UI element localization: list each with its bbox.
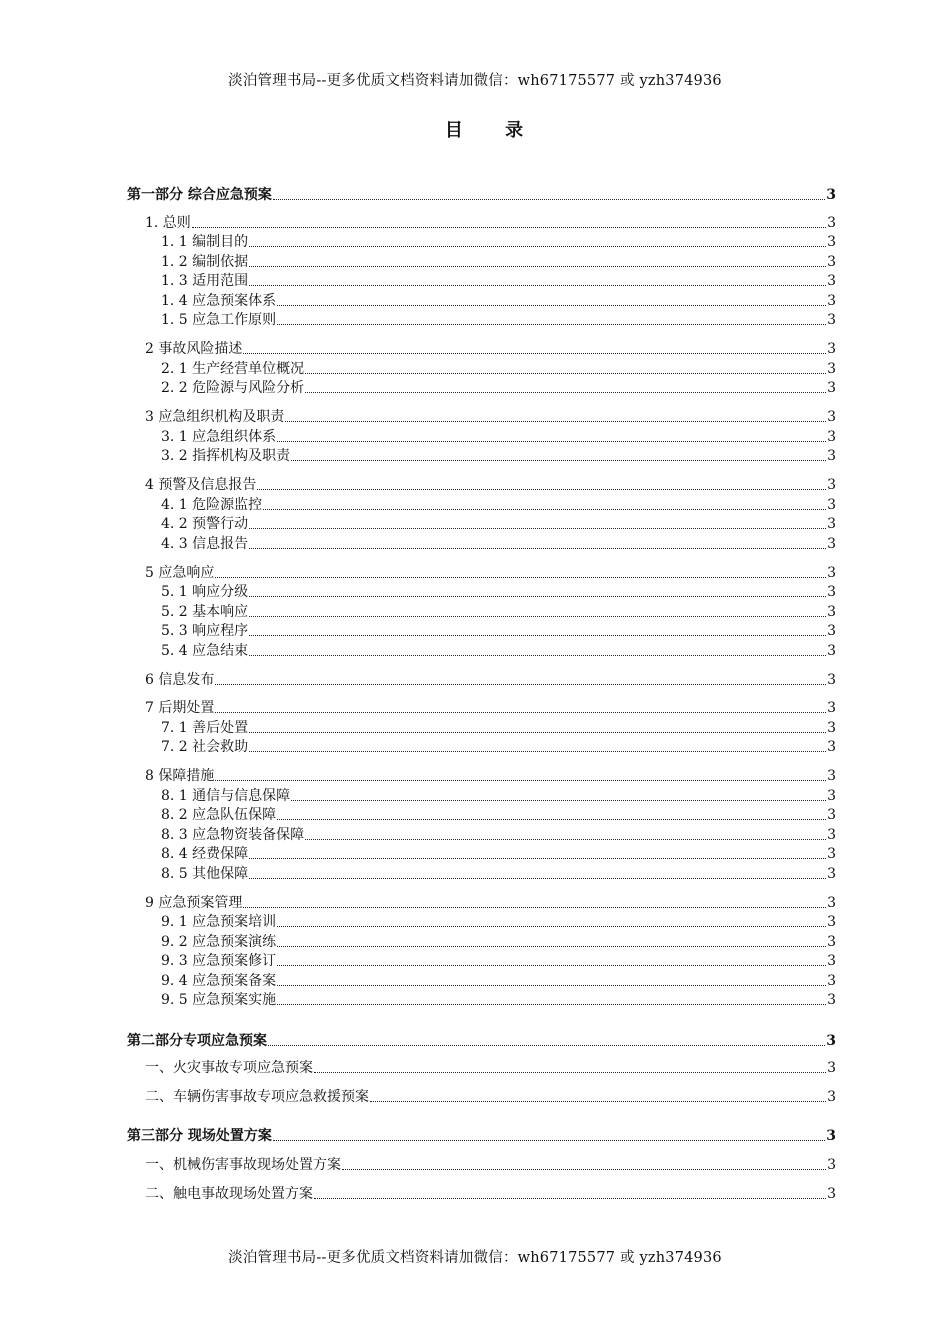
toc-dot-leader [249, 634, 826, 636]
toc-dot-leader [277, 440, 826, 442]
toc-dot-leader [249, 245, 826, 247]
toc-page-number: 3 [827, 604, 836, 620]
toc-entry-text: 1. 5 应急工作原则 [161, 312, 277, 328]
toc-subsection-entry[interactable] [0, 736, 836, 756]
page-footer: 淡泊管理书局--更多优质文档资料请加微信：wh67175577 或 yzh374936 [228, 1250, 722, 1266]
toc-page-number: 3 [826, 1033, 836, 1049]
toc-entry-text: 4. 3 信息报告 [161, 536, 249, 552]
toc-page-number: 3 [827, 341, 836, 357]
toc-page-number: 3 [827, 448, 836, 464]
toc-entry-text: 9. 5 应急预案实施 [161, 992, 277, 1008]
toc-section-entry[interactable] [0, 212, 836, 232]
toc-entry-text: 8. 3 应急物资装备保障 [161, 827, 305, 843]
toc-dot-leader [277, 925, 826, 927]
toc-page-number: 3 [827, 312, 836, 328]
toc-subsection-entry[interactable] [0, 843, 836, 863]
toc-dot-leader [215, 711, 826, 713]
toc-dot-leader [249, 615, 826, 617]
toc-entry-text: 第一部分 综合应急预案 [127, 187, 272, 203]
toc-page-number: 3 [826, 187, 836, 203]
toc-subsection-entry[interactable] [0, 911, 836, 931]
toc-entry-text: 二、车辆伤害事故专项应急救援预案 [145, 1089, 369, 1105]
toc-entry-text: 3. 2 指挥机构及职责 [161, 448, 291, 464]
toc-entry-text: 9. 4 应急预案备案 [161, 973, 277, 989]
toc-subsection-entry[interactable] [0, 717, 836, 737]
toc-dot-leader [249, 731, 826, 733]
toc-page-number: 3 [827, 1060, 836, 1076]
toc-page-number: 3 [827, 293, 836, 309]
toc-entry-text: 9. 1 应急预案培训 [161, 914, 277, 930]
toc-page-number: 3 [827, 807, 836, 823]
toc-page-number: 3 [827, 565, 836, 581]
toc-entry-text: 9. 3 应急预案修订 [161, 953, 277, 969]
toc-entry-text: 4. 2 预警行动 [161, 516, 249, 532]
toc-page-number: 3 [827, 536, 836, 552]
toc-dot-leader [243, 906, 826, 908]
toc-dot-leader [285, 420, 826, 422]
toc-dot-leader [342, 1168, 826, 1170]
toc-subsection-entry[interactable] [0, 231, 836, 251]
toc-section-entry[interactable] [0, 406, 836, 426]
toc-page-number: 3 [826, 1128, 836, 1144]
toc-page-number: 3 [827, 739, 836, 755]
toc-page-number: 3 [827, 1089, 836, 1105]
toc-subsection-entry[interactable] [0, 251, 836, 271]
toc-subsection-entry[interactable] [0, 494, 836, 514]
toc-dot-leader [277, 1003, 826, 1005]
toc-entry-text: 5. 2 基本响应 [161, 604, 249, 620]
toc-page-number: 3 [827, 1157, 836, 1173]
toc-page-number: 3 [827, 254, 836, 270]
toc-page-number: 3 [827, 477, 836, 493]
toc-entry-text: 3 应急组织机构及职责 [145, 409, 285, 425]
toc-dot-leader [305, 391, 826, 393]
toc-subsection-entry[interactable] [0, 970, 836, 990]
toc-subsection-entry[interactable] [0, 620, 836, 640]
toc-page-number: 3 [827, 846, 836, 862]
toc-part-heading[interactable] [0, 1030, 836, 1050]
toc-entry-text: 一、机械伤害事故现场处置方案 [145, 1157, 341, 1173]
toc-page-number: 3 [827, 429, 836, 445]
toc-subsection-entry[interactable] [0, 785, 836, 805]
toc-subsection-entry[interactable] [0, 931, 836, 951]
toc-entry-text: 8. 1 通信与信息保障 [161, 788, 291, 804]
toc-entry-text: 2 事故风险描述 [145, 341, 243, 357]
toc-entry-text: 2. 1 生产经营单位概况 [161, 361, 305, 377]
toc-entry-text: 8 保障措施 [145, 768, 215, 784]
toc-dot-leader [249, 654, 826, 656]
toc-dot-leader [314, 1071, 826, 1073]
toc-dot-leader [277, 304, 826, 306]
toc-subsection-entry[interactable] [0, 804, 836, 824]
toc-dot-leader [273, 1139, 825, 1141]
toc-entry-text: 4. 1 危险源监控 [161, 497, 263, 513]
toc-page-number: 3 [827, 720, 836, 736]
toc-page-number: 3 [827, 827, 836, 843]
toc-section-entry[interactable] [0, 1057, 836, 1077]
toc-entry-text: 二、触电事故现场处置方案 [145, 1186, 313, 1202]
toc-entry-text: 1. 总则 [145, 215, 191, 231]
toc-dot-leader [277, 984, 826, 986]
toc-dot-leader [277, 964, 826, 966]
toc-page-number: 3 [827, 700, 836, 716]
toc-dot-leader [291, 459, 826, 461]
toc-page-number: 3 [827, 788, 836, 804]
toc-entry-text: 第二部分专项应急预案 [127, 1033, 267, 1049]
toc-subsection-entry[interactable] [0, 601, 836, 621]
toc-page-number: 3 [827, 409, 836, 425]
toc-page-number: 3 [827, 1186, 836, 1202]
page-header: 淡泊管理书局--更多优质文档资料请加微信：wh67175577 或 yzh374936 [228, 73, 722, 89]
toc-subsection-entry[interactable] [0, 377, 836, 397]
toc-dot-leader [215, 576, 826, 578]
toc-page-number: 3 [827, 215, 836, 231]
toc-entry-text: 第三部分 现场处置方案 [127, 1128, 272, 1144]
toc-dot-leader [249, 284, 826, 286]
toc-entry-text: 7 后期处置 [145, 700, 215, 716]
toc-page-number: 3 [827, 584, 836, 600]
toc-section-entry[interactable] [0, 1183, 836, 1203]
toc-entry-text: 1. 4 应急预案体系 [161, 293, 277, 309]
toc-section-entry[interactable] [0, 1154, 836, 1174]
toc-dot-leader [249, 265, 826, 267]
toc-entry-text: 1. 1 编制目的 [161, 234, 249, 250]
toc-entry-text: 4 预警及信息报告 [145, 477, 257, 493]
toc-entry-text: 5. 3 响应程序 [161, 623, 249, 639]
toc-dot-leader [243, 352, 826, 354]
toc-section-entry[interactable] [0, 474, 836, 494]
toc-page-number: 3 [827, 643, 836, 659]
toc-page-number: 3 [827, 953, 836, 969]
toc-entry-text: 1. 2 编制依据 [161, 254, 249, 270]
toc-entry-text: 一、火灾事故专项应急预案 [145, 1060, 313, 1076]
toc-entry-text: 3. 1 应急组织体系 [161, 429, 277, 445]
toc-dot-leader [215, 779, 826, 781]
toc-entry-text: 6 信息发布 [145, 672, 215, 688]
toc-section-entry[interactable] [0, 669, 836, 689]
toc-part-heading[interactable] [0, 184, 836, 204]
toc-dot-leader [370, 1100, 826, 1102]
toc-dot-leader [273, 198, 825, 200]
toc-dot-leader [249, 877, 826, 879]
toc-subsection-entry[interactable] [0, 950, 836, 970]
toc-dot-leader [305, 838, 826, 840]
toc-dot-leader [257, 488, 826, 490]
toc-entry-text: 2. 2 危险源与风险分析 [161, 380, 305, 396]
toc-page-number: 3 [827, 973, 836, 989]
toc-subsection-entry[interactable] [0, 640, 836, 660]
toc-subsection-entry[interactable] [0, 581, 836, 601]
toc-dot-leader [249, 527, 826, 529]
toc-subsection-entry[interactable] [0, 445, 836, 465]
toc-entry-text: 5. 4 应急结束 [161, 643, 249, 659]
toc-entry-text: 9 应急预案管理 [145, 895, 243, 911]
toc-entry-text: 8. 4 经费保障 [161, 846, 249, 862]
toc-page-number: 3 [827, 234, 836, 250]
toc-page-number: 3 [827, 934, 836, 950]
toc-subsection-entry[interactable] [0, 824, 836, 844]
toc-section-entry[interactable] [0, 765, 836, 785]
toc-dot-leader [263, 508, 826, 510]
toc-entry-text: 7. 1 善后处置 [161, 720, 249, 736]
toc-dot-leader [277, 818, 826, 820]
toc-dot-leader [192, 226, 826, 228]
toc-part-heading[interactable] [0, 1125, 836, 1145]
toc-page-number: 3 [827, 273, 836, 289]
toc-entry-text: 1. 3 适用范围 [161, 273, 249, 289]
toc-page-number: 3 [827, 672, 836, 688]
toc-entry-text: 8. 2 应急队伍保障 [161, 807, 277, 823]
toc-entry-text: 9. 2 应急预案演练 [161, 934, 277, 950]
toc-page-number: 3 [827, 516, 836, 532]
toc-entry-text: 8. 5 其他保障 [161, 866, 249, 882]
toc-page-number: 3 [827, 914, 836, 930]
toc-entry-text: 7. 2 社会救助 [161, 739, 249, 755]
toc-section-entry[interactable] [0, 338, 836, 358]
toc-page-number: 3 [827, 768, 836, 784]
toc-page-number: 3 [827, 895, 836, 911]
toc-dot-leader [305, 372, 826, 374]
toc-dot-leader [314, 1197, 826, 1199]
toc-dot-leader [249, 595, 826, 597]
toc-page-number: 3 [827, 992, 836, 1008]
toc-title: 目 录 [444, 120, 542, 141]
toc-section-entry[interactable] [0, 562, 836, 582]
toc-subsection-entry[interactable] [0, 309, 836, 329]
toc-subsection-entry[interactable] [0, 426, 836, 446]
toc-dot-leader [249, 857, 826, 859]
toc-subsection-entry[interactable] [0, 290, 836, 310]
toc-subsection-entry[interactable] [0, 863, 836, 883]
toc-dot-leader [268, 1044, 825, 1046]
toc-section-entry[interactable] [0, 1086, 836, 1106]
toc-dot-leader [291, 799, 826, 801]
toc-dot-leader [277, 945, 826, 947]
toc-dot-leader [249, 547, 826, 549]
toc-subsection-entry[interactable] [0, 533, 836, 553]
toc-page-number: 3 [827, 866, 836, 882]
toc-dot-leader [249, 750, 826, 752]
toc-section-entry[interactable] [0, 697, 836, 717]
toc-subsection-entry[interactable] [0, 513, 836, 533]
toc-dot-leader [215, 683, 826, 685]
toc-section-entry[interactable] [0, 892, 836, 912]
toc-subsection-entry[interactable] [0, 270, 836, 290]
toc-subsection-entry[interactable] [0, 358, 836, 378]
toc-entry-text: 5 应急响应 [145, 565, 215, 581]
toc-page-number: 3 [827, 623, 836, 639]
toc-subsection-entry[interactable] [0, 989, 836, 1009]
toc-dot-leader [277, 323, 826, 325]
toc-page-number: 3 [827, 361, 836, 377]
toc-page-number: 3 [827, 497, 836, 513]
toc-page-number: 3 [827, 380, 836, 396]
toc-entry-text: 5. 1 响应分级 [161, 584, 249, 600]
